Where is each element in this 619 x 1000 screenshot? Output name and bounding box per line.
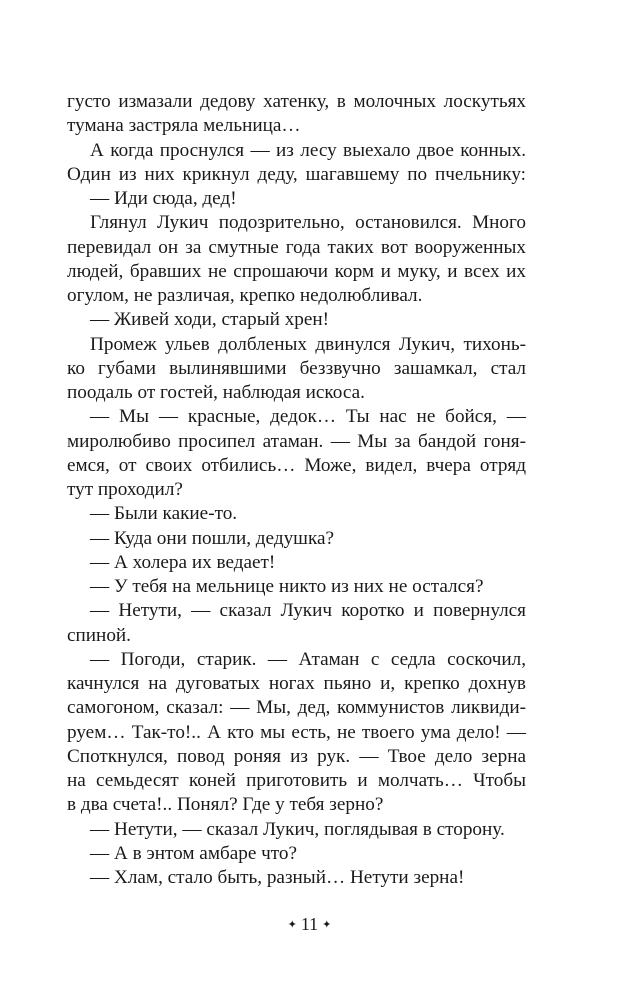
body-text <box>67 90 526 890</box>
text-line: руем… Так-то!.. А кто мы есть, не твоего ума дело! — <box>67 721 526 743</box>
text-line: Промеж ульев долбленых двинулся Лукич, тихонь- <box>90 333 526 355</box>
text-line: — Нетути, — сказал Лукич коротко и повернулся <box>90 600 526 622</box>
text-line: — Иди сюда, дед! <box>90 188 237 209</box>
text-line: поодаль от гостей, наблюдая искоса. <box>67 382 365 403</box>
text-line: спиной. <box>67 624 131 646</box>
text-line: — А холера их ведает! <box>90 551 276 573</box>
text-line: в два счета!.. Понял? Где у тебя зерно? <box>67 794 384 816</box>
text-line: А когда проснулся — из лесу выехало двое конных. <box>90 139 526 161</box>
text-line: — У тебя на мельнице никто из них не остался? <box>90 576 484 597</box>
text-line: — Хлам, стало быть, разный… Нетути зерна! <box>90 867 465 888</box>
text-line: самогоном, сказал: — Мы, дед, коммунистов ликвиди- <box>67 697 526 719</box>
text-line: миролюбиво просипел атаман. — Мы за бандой гоня- <box>67 430 526 452</box>
page-number: 11 <box>300 914 319 934</box>
text-line: — Были какие-то. <box>90 503 238 525</box>
text-line: людей, бравших не спрошаючи корм и муку, и всех их <box>67 260 526 282</box>
text-line: — Куда они пошли, дедушка? <box>90 527 335 549</box>
text-line: — А в энтом амбаре что? <box>90 842 298 864</box>
text-line: — Мы — красные, дедок… Ты нас не бойся, — <box>90 406 526 428</box>
text-line: густо измазали дедову хатенку, в молочных лоскутьях <box>67 91 526 112</box>
text-line: Глянул Лукич подозрительно, остановился. Много <box>90 212 526 234</box>
text-line: Один из них крикнул деду, шагавшему по пчельнику: <box>67 163 526 185</box>
text-line: ко губами вылинявшими беззвучно зашамкал, стал <box>67 357 526 379</box>
text-line: перевидал он за смутные года таких вот вооруженных <box>67 236 526 258</box>
text-line: тут проходил? <box>67 479 183 500</box>
text-line: — Нетути, — сказал Лукич, поглядывая в сторону. <box>90 818 505 840</box>
ornament-right-icon: ✦ <box>322 919 332 931</box>
text-line: на семьдесят коней приготовить и молчать… Чтобы <box>67 770 526 791</box>
text-line: — Погоди, старик. — Атаман с седла соскочил, <box>90 648 526 670</box>
text-line: тумана застряла мельница… <box>67 115 301 137</box>
ornament-left-icon: ✦ <box>287 919 297 931</box>
page-footer <box>0 912 619 937</box>
text-line: емся, от своих отбились… Може, видел, вчера отряд <box>67 454 526 476</box>
text-line: — Живей ходи, старый хрен! <box>90 309 330 331</box>
text-line: огулом, не различая, крепко недолюбливал. <box>67 285 423 306</box>
text-line: Споткнулся, повод роняя из рук. — Твое дело зерна <box>67 745 526 767</box>
text-line: качнулся на дуговатых ногах пьяно и, крепко дохнув <box>67 673 526 694</box>
